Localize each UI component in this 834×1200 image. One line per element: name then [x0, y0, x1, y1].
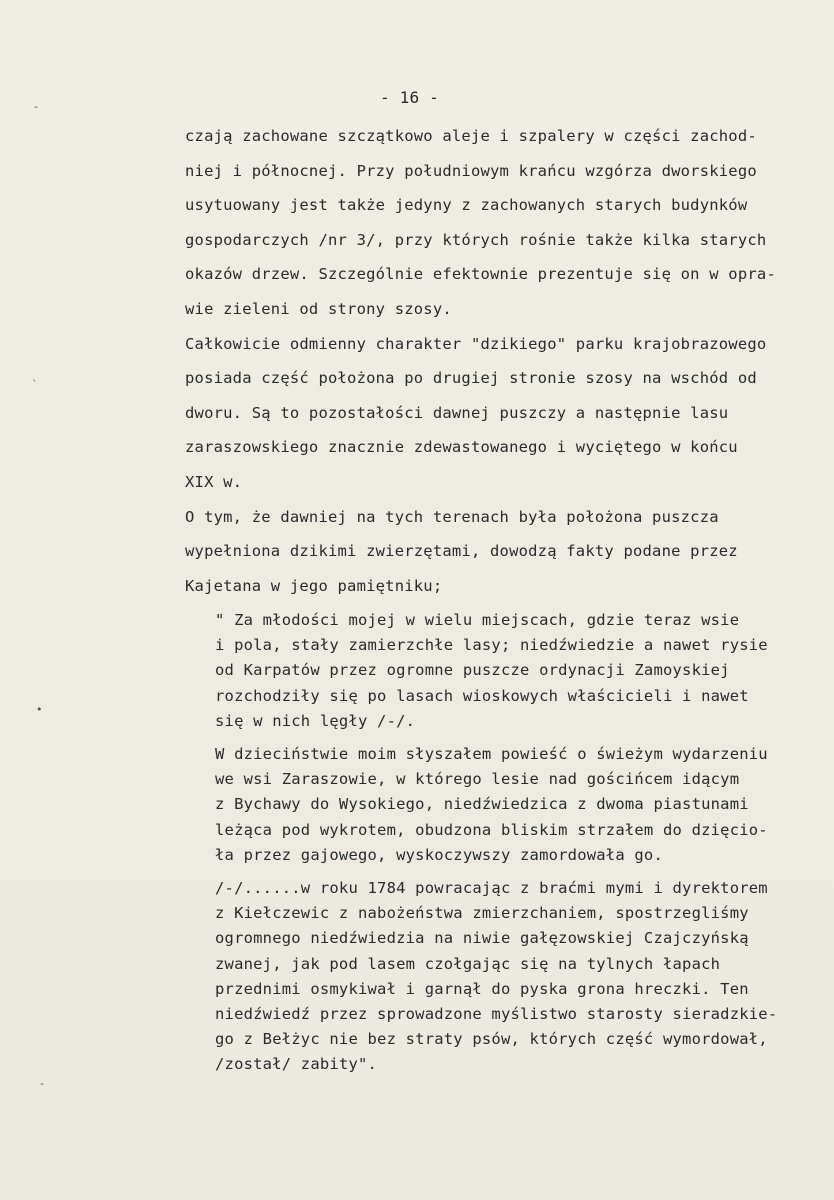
quote-line: ogromnego niedźwiedzia na niwie gałęzowskiej Czajczyńską	[215, 929, 749, 948]
text-line: usytuowany jest także jedyny z zachowanych starych budynków	[185, 196, 748, 215]
text-line: niej i północnej. Przy południowym krańcu wzgórza dworskiego	[185, 161, 757, 180]
quote-line: zwanej, jak pod lasem czołgając się na tylnych łapach	[215, 954, 721, 973]
text-line: wypełniona dzikimi zwierzętami, dowodzą fakty podane przez	[185, 542, 738, 561]
text-line: Kajetana w jego pamiętniku;	[185, 576, 443, 595]
margin-mark: `	[32, 378, 38, 391]
quote-line: rozchodziły się po lasach wioskowych właścicieli i nawet	[215, 686, 749, 705]
text-line: dworu. Są to pozostałości dawnej puszczy a następnie lasu	[185, 403, 729, 422]
body-text	[185, 119, 776, 603]
quote-line: przednimi osmykiwał i garnął do pyska grona hreczki. Ten	[215, 979, 749, 998]
text-line: zaraszowskiego znacznie zdewastowanego i wyciętego w końcu	[185, 438, 738, 457]
quote-line: się w nich lęgły /-/.	[215, 711, 416, 730]
page-number: - 16 -	[380, 88, 439, 107]
text-line: okazów drzew. Szczególnie efektownie prezentuje się on w opra-	[185, 265, 776, 284]
margin-mark: -	[34, 100, 38, 113]
margin-mark: •	[36, 703, 43, 716]
text-line: gospodarczych /nr 3/, przy których rośnie także kilka starych	[185, 230, 767, 249]
quotation-block	[215, 608, 777, 1078]
quote-line: z Kiełczewic z nabożeństwa zmierzchaniem, spostrzegliśmy	[215, 904, 749, 923]
quote-line: i pola, stały zamierzchłe lasy; niedźwiedzie a nawet rysie	[215, 636, 768, 655]
quote-line: leżąca pod wykrotem, obudzona bliskim strzałem do dzięcio-	[215, 820, 768, 839]
quote-line: we wsi Zaraszowie, w którego lesie nad gościńcem idącym	[215, 770, 740, 789]
quote-line: " Za młodości mojej w wielu miejscach, gdzie teraz wsie	[215, 611, 740, 629]
text-line: posiada część położona po drugiej stronie szosy na wschód od	[185, 369, 757, 388]
quote-line: niedźwiedź przez sprowadzone myślistwo starosty sieradzkie-	[215, 1005, 778, 1024]
margin-mark: -	[40, 1077, 44, 1090]
quote-line: go z Bełżyc nie bez straty psów, których część wymordował,	[215, 1030, 768, 1049]
quote-line: ła przez gajowego, wyskoczywszy zamordowała go.	[215, 845, 663, 864]
text-line: XIX w.	[185, 472, 243, 491]
quote-line: W dzieciństwie moim słyszałem powieść o świeżym wydarzeniu	[215, 745, 768, 764]
text-line: wie zieleni od strony szosy.	[185, 299, 452, 318]
text-line: czają zachowane szczątkowo aleje i szpalery w części zachod-	[185, 127, 757, 145]
quote-line: /-/......w roku 1784 powracając z braćmi mymi i dyrektorem	[215, 879, 768, 898]
quote-line: /został/ zabity".	[215, 1055, 378, 1074]
quote-line: z Bychawy do Wysokiego, niedźwiedzica z dwoma piastunami	[215, 795, 749, 814]
text-line: O tym, że dawniej na tych terenach była położona puszcza	[185, 507, 719, 526]
quote-line: od Karpatów przez ogromne puszcze ordynacji Zamoyskiej	[215, 661, 730, 680]
text-line: Całkowicie odmienny charakter "dzikiego" parku krajobrazowego	[185, 334, 767, 353]
